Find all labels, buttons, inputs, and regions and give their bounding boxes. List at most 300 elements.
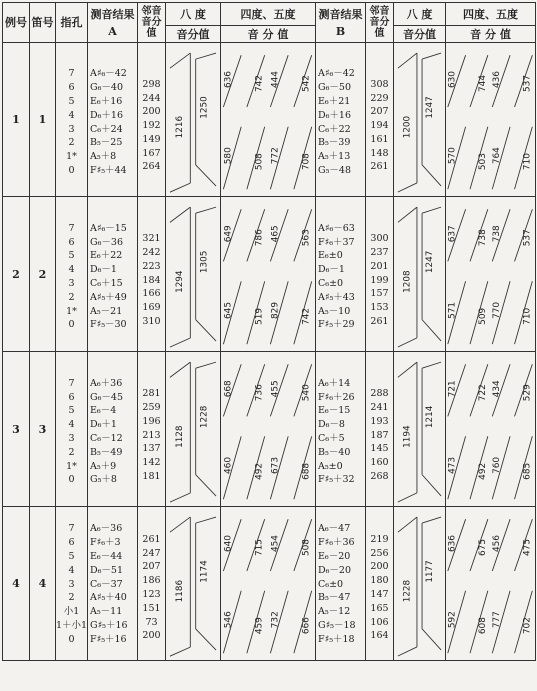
pipe-number-value: 1 bbox=[38, 113, 47, 126]
fourth-a bbox=[221, 352, 316, 507]
bracket-line bbox=[196, 320, 216, 341]
bracket-line bbox=[398, 493, 417, 502]
note-b-item: F♯₅＋18 bbox=[318, 633, 355, 645]
note-a-item: D₆＋1 bbox=[90, 419, 117, 431]
cent-a-item: 244 bbox=[142, 92, 161, 104]
result-b bbox=[316, 352, 366, 507]
cent-a bbox=[138, 219, 165, 329]
header-result-a bbox=[88, 3, 138, 43]
fourth-value-bottom: 710 bbox=[522, 308, 533, 326]
table-row bbox=[3, 43, 536, 197]
bracket-line bbox=[422, 362, 441, 368]
cent-a-item: 200 bbox=[142, 630, 161, 642]
finger-holes bbox=[56, 43, 88, 197]
cent-b-item: 180 bbox=[370, 575, 389, 587]
fourth-value-bottom: 592 bbox=[447, 611, 458, 629]
note-b-item: F♯₆＋37 bbox=[318, 236, 355, 248]
cent-b-item: 268 bbox=[370, 470, 389, 482]
bracket-line bbox=[196, 165, 216, 186]
finger-hole-item: 6 bbox=[68, 236, 75, 248]
note-b-item: C₆±0 bbox=[318, 578, 344, 590]
bracket-line bbox=[196, 475, 216, 496]
pipe-number-value: 4 bbox=[38, 577, 47, 590]
octave-a bbox=[166, 197, 221, 352]
fourth-value-bottom: 770 bbox=[492, 302, 503, 320]
cent-a-item: 192 bbox=[142, 120, 161, 132]
cent-a-item: 137 bbox=[142, 443, 161, 455]
example-number-value: 1 bbox=[12, 113, 20, 126]
fourth-value-bottom: 702 bbox=[522, 617, 533, 635]
note-b bbox=[318, 520, 365, 646]
result-a bbox=[88, 197, 138, 352]
example-number-value: 3 bbox=[12, 422, 20, 436]
finger-hole bbox=[56, 520, 87, 646]
cent-a-item: 223 bbox=[142, 260, 161, 272]
note-b-item: C₆＋22 bbox=[318, 123, 351, 135]
octave-value-2: 1174 bbox=[199, 560, 210, 583]
note-b-item: B₅－40 bbox=[318, 446, 351, 458]
fourth-value-top: 537 bbox=[522, 75, 533, 93]
cent-b-item: 145 bbox=[370, 443, 389, 455]
octave-value-2: 1247 bbox=[425, 250, 436, 274]
cent-b-item: 148 bbox=[370, 147, 389, 159]
finger-hole-item: 3 bbox=[68, 278, 75, 289]
finger-hole-item: 0 bbox=[68, 319, 75, 331]
fourth-value-bottom: 519 bbox=[254, 308, 265, 326]
bracket-line bbox=[422, 629, 441, 650]
note-a-item: B₅－25 bbox=[90, 137, 123, 149]
note-b-item: G♯₅－18 bbox=[318, 619, 356, 631]
fourth-value-bottom: 685 bbox=[522, 463, 533, 481]
fourth-value-top: 508 bbox=[301, 539, 312, 557]
fourth-value-bottom: 473 bbox=[447, 457, 458, 475]
note-b-item: A₆＋14 bbox=[318, 377, 351, 389]
cent-a-item: 261 bbox=[142, 533, 161, 545]
bracket-line bbox=[170, 183, 190, 192]
cent-a bbox=[138, 65, 165, 175]
note-a-item: A♯₆－15 bbox=[90, 222, 127, 234]
note-a-item: C₆＋15 bbox=[90, 278, 123, 289]
header-pipe-no: 笛号 bbox=[30, 3, 56, 43]
bracket-line bbox=[398, 362, 417, 377]
cent-a-item: 281 bbox=[142, 388, 161, 400]
cent-b-item: 207 bbox=[370, 106, 389, 118]
cent-a-item: 167 bbox=[142, 147, 161, 159]
finger-hole-item: 4 bbox=[68, 264, 75, 276]
fourth-value-bottom: 460 bbox=[223, 457, 234, 475]
note-a-item: D₆＋16 bbox=[90, 109, 124, 121]
fourth-value-top: 742 bbox=[254, 75, 265, 93]
fourth-b bbox=[446, 507, 536, 661]
header-result-b bbox=[316, 3, 366, 43]
finger-hole-item: 2 bbox=[68, 592, 75, 604]
cent-b-item: 165 bbox=[370, 602, 389, 614]
note-b-item: A₅－10 bbox=[318, 305, 351, 317]
note-b-item: C₆＋5 bbox=[318, 433, 345, 444]
note-a-item: A₅－21 bbox=[90, 305, 123, 317]
note-a-item: G₆－36 bbox=[90, 236, 123, 248]
cent-a-item: 200 bbox=[142, 106, 161, 118]
octave-value-2: 1177 bbox=[425, 560, 436, 583]
fourth-value-top: 542 bbox=[301, 75, 312, 93]
result-b bbox=[316, 43, 366, 197]
header-cents-a-line1: 邻音 bbox=[141, 6, 162, 17]
header-result-b-line1: 测音结果 bbox=[318, 7, 363, 21]
header-example-no: 例号 bbox=[3, 3, 30, 43]
header-octave-a: 八 度 bbox=[166, 3, 221, 26]
fourth-fifth-diagram bbox=[446, 43, 535, 195]
octave-diagram bbox=[394, 198, 445, 350]
header-cents-b-line3: 值 bbox=[374, 28, 385, 39]
cent-b-item: 147 bbox=[370, 589, 389, 600]
bracket-line bbox=[398, 183, 417, 192]
fourth-value-top: 444 bbox=[270, 71, 281, 89]
fourth-fifth-diagram bbox=[446, 197, 535, 350]
bracket-line bbox=[422, 475, 441, 496]
cent-a bbox=[138, 524, 165, 643]
fourth-value-bottom: 546 bbox=[223, 611, 234, 629]
header-octave-b: 八 度 bbox=[394, 3, 446, 26]
note-a-item: F♯₅＋16 bbox=[90, 633, 127, 645]
bracket-line bbox=[170, 53, 190, 68]
fourth-value-bottom: 764 bbox=[492, 147, 503, 165]
cent-b-item: 193 bbox=[370, 415, 389, 427]
cent-b-item: 219 bbox=[370, 533, 389, 545]
cent-b-item: 106 bbox=[370, 616, 389, 628]
bracket-line bbox=[398, 647, 417, 656]
finger-hole-item: 5 bbox=[68, 551, 75, 562]
fourth-value-top: 636 bbox=[223, 71, 234, 89]
note-b-item: A♯₆－63 bbox=[318, 222, 355, 234]
fourth-value-top: 744 bbox=[477, 75, 488, 93]
example-number-value: 2 bbox=[12, 267, 20, 281]
note-a-item: G₆－40 bbox=[90, 82, 123, 94]
note-b bbox=[318, 371, 365, 487]
cent-b bbox=[366, 374, 393, 484]
header-octave-a-sub: 音分值 bbox=[166, 26, 221, 43]
bracket-line bbox=[422, 165, 441, 186]
finger-hole-item: 5 bbox=[68, 405, 75, 417]
note-b-item: D₆－8 bbox=[318, 419, 345, 431]
note-b-item: A♯₅＋43 bbox=[318, 291, 355, 303]
note-b-item: A₆－47 bbox=[318, 523, 351, 535]
cent-b-item: 161 bbox=[370, 133, 389, 145]
fourth-value-bottom: 459 bbox=[254, 617, 265, 635]
note-a-item: F♯₅＋44 bbox=[90, 164, 127, 176]
octave-diagram bbox=[166, 198, 220, 350]
fourth-value-bottom: 666 bbox=[301, 617, 312, 635]
note-a-item: A₅－11 bbox=[90, 606, 123, 618]
cent-b-item: 308 bbox=[370, 78, 389, 90]
header-octave-b-sub: 音分值 bbox=[394, 26, 446, 43]
fourth-value-top: 537 bbox=[522, 229, 533, 247]
note-b-item: F♯₆＋26 bbox=[318, 391, 355, 403]
header-result-b-line2: B bbox=[335, 24, 346, 38]
note-a-item: B₅－49 bbox=[90, 446, 123, 458]
cent-b bbox=[366, 65, 393, 175]
header-result-a-line2: A bbox=[108, 24, 117, 38]
cent-b-item: 164 bbox=[370, 630, 389, 642]
finger-hole-item: 5 bbox=[68, 95, 75, 107]
fourth-value-bottom: 742 bbox=[301, 308, 312, 326]
finger-hole-item: 1＋小1 bbox=[56, 619, 88, 631]
note-b-item: B₅－39 bbox=[318, 137, 351, 149]
octave-diagram bbox=[394, 508, 445, 659]
bracket-line bbox=[196, 207, 216, 213]
fourth-value-bottom: 571 bbox=[447, 302, 458, 320]
pipe-number bbox=[30, 507, 56, 661]
fourth-value-bottom: 829 bbox=[270, 302, 281, 320]
fourth-value-bottom: 710 bbox=[522, 153, 533, 171]
example-number bbox=[3, 197, 30, 352]
note-a-item: G₆－45 bbox=[90, 391, 123, 403]
finger-hole bbox=[56, 371, 87, 487]
finger-hole-item: 1* bbox=[66, 305, 77, 317]
octave-b bbox=[394, 43, 446, 197]
note-b-item: E₆±0 bbox=[318, 250, 343, 262]
finger-hole-item: 1* bbox=[66, 460, 77, 472]
fourth-value-bottom: 732 bbox=[270, 611, 281, 629]
note-a-item: C₆－12 bbox=[90, 433, 123, 444]
octave-a bbox=[166, 352, 221, 507]
cents-b bbox=[366, 352, 394, 507]
cent-b-item: 153 bbox=[370, 302, 389, 314]
note-b-item: F♯₅＋32 bbox=[318, 474, 355, 486]
fourth-value-bottom: 673 bbox=[270, 457, 281, 475]
cent-a-item: 181 bbox=[142, 470, 161, 482]
note-a-item: C₆－37 bbox=[90, 578, 123, 590]
header-finger-hole: 指孔 bbox=[56, 3, 88, 43]
header-fourth-a-sub: 音 分 值 bbox=[221, 26, 316, 43]
bracket-line bbox=[170, 207, 190, 222]
cent-b-item: 237 bbox=[370, 247, 389, 258]
example-number bbox=[3, 43, 30, 197]
table-row bbox=[3, 197, 536, 352]
note-a-item: A₆－36 bbox=[90, 523, 123, 535]
finger-hole-item: 5 bbox=[68, 250, 75, 262]
fourth-value-bottom: 580 bbox=[223, 147, 234, 165]
header-cents-a-line3: 值 bbox=[146, 28, 157, 39]
fourth-value-bottom: 688 bbox=[301, 463, 312, 481]
note-b-item: C₆±0 bbox=[318, 278, 344, 289]
finger-hole-item: 7 bbox=[68, 222, 75, 234]
bracket-line bbox=[196, 362, 216, 368]
note-a-item: A♯₆－42 bbox=[90, 68, 127, 80]
cent-b bbox=[366, 524, 393, 643]
pipe-number bbox=[30, 197, 56, 352]
cent-a-item: 242 bbox=[142, 247, 161, 258]
finger-hole-item: 3 bbox=[68, 433, 75, 444]
note-b-item: A₅±0 bbox=[318, 460, 343, 472]
cent-a-item: 207 bbox=[142, 561, 161, 573]
fourth-fifth-diagram bbox=[221, 197, 315, 350]
note-a-item: A₆＋36 bbox=[90, 377, 123, 389]
bracket-line bbox=[422, 517, 441, 523]
note-b bbox=[318, 61, 365, 177]
octave-value-2: 1250 bbox=[199, 96, 210, 119]
fourth-value-top: 736 bbox=[254, 384, 265, 402]
cent-b-item: 157 bbox=[370, 288, 389, 300]
table-row bbox=[3, 507, 536, 661]
fourth-value-bottom: 503 bbox=[477, 153, 488, 171]
note-b-item: D₆－20 bbox=[318, 564, 352, 576]
fourth-a bbox=[221, 43, 316, 197]
note-a-item: A♯₅＋40 bbox=[90, 592, 127, 604]
fourth-fifth-diagram bbox=[446, 352, 535, 505]
note-a bbox=[90, 371, 137, 487]
fourth-value-top: 640 bbox=[223, 535, 234, 553]
result-a bbox=[88, 507, 138, 661]
fourth-value-bottom: 492 bbox=[477, 463, 488, 481]
finger-hole-item: 2 bbox=[68, 446, 75, 458]
octave-diagram bbox=[166, 44, 220, 195]
finger-hole-item: 7 bbox=[68, 68, 75, 80]
bracket-line bbox=[196, 53, 216, 59]
cents-a bbox=[138, 352, 166, 507]
fourth-value-top: 715 bbox=[254, 539, 265, 557]
octave-value-2: 1228 bbox=[199, 405, 210, 429]
finger-holes bbox=[56, 197, 88, 352]
fourth-value-top: 465 bbox=[270, 225, 281, 243]
fourth-value-top: 738 bbox=[477, 229, 488, 247]
bracket-line bbox=[170, 338, 190, 347]
octave-b bbox=[394, 197, 446, 352]
finger-hole-item: 7 bbox=[68, 377, 75, 389]
note-b bbox=[318, 216, 365, 332]
cent-a-item: 184 bbox=[142, 274, 161, 286]
result-b bbox=[316, 507, 366, 661]
fourth-fifth-diagram bbox=[221, 507, 315, 659]
note-a-item: A♯₅＋49 bbox=[90, 291, 127, 303]
finger-hole-item: 0 bbox=[68, 474, 75, 486]
result-b bbox=[316, 197, 366, 352]
cent-a-item: 151 bbox=[142, 602, 161, 614]
note-a-item: G₅＋8 bbox=[90, 474, 117, 486]
note-b-item: D₆＋16 bbox=[318, 109, 352, 121]
note-b-item: G₆－50 bbox=[318, 82, 351, 94]
cent-a-item: 142 bbox=[142, 457, 161, 469]
fourth-value-top: 454 bbox=[270, 535, 281, 553]
finger-hole-item: 4 bbox=[68, 109, 75, 121]
fourth-value-bottom: 777 bbox=[492, 611, 503, 629]
pipe-number-value: 3 bbox=[38, 422, 47, 436]
cent-b-item: 187 bbox=[370, 429, 389, 441]
cent-a-item: 166 bbox=[142, 288, 161, 300]
header-fourth-a: 四度、五度 bbox=[221, 3, 316, 26]
example-number bbox=[3, 352, 30, 507]
bracket-line bbox=[398, 338, 417, 347]
bracket-line bbox=[170, 517, 190, 532]
finger-hole bbox=[56, 61, 87, 177]
bracket-line bbox=[170, 647, 190, 656]
finger-hole-item: 6 bbox=[68, 391, 75, 403]
bracket-line bbox=[196, 629, 216, 650]
fourth-value-top: 668 bbox=[223, 380, 234, 398]
cent-b-item: 261 bbox=[370, 315, 389, 327]
result-a bbox=[88, 352, 138, 507]
note-b-item: F♯₆＋36 bbox=[318, 537, 355, 549]
finger-hole-item: 4 bbox=[68, 419, 75, 431]
finger-hole-item: 小1 bbox=[63, 606, 80, 618]
octave-a bbox=[166, 43, 221, 197]
note-a bbox=[90, 520, 137, 646]
octave-b bbox=[394, 507, 446, 661]
finger-hole-item: 0 bbox=[68, 633, 75, 645]
fourth-value-top: 649 bbox=[223, 225, 234, 243]
fourth-value-top: 434 bbox=[492, 380, 503, 398]
fourth-value-top: 675 bbox=[477, 539, 488, 557]
cent-a-item: 73 bbox=[145, 616, 158, 628]
note-b-item: D₆－1 bbox=[318, 264, 345, 276]
cents-a bbox=[138, 507, 166, 661]
fourth-fifth-diagram bbox=[221, 43, 315, 195]
finger-holes bbox=[56, 352, 88, 507]
note-b-item: A₅－12 bbox=[318, 606, 351, 618]
cent-a-item: 169 bbox=[142, 302, 161, 314]
octave-value-1: 1194 bbox=[402, 425, 413, 448]
finger-hole bbox=[56, 216, 87, 332]
bracket-line bbox=[422, 320, 441, 341]
cent-a-item: 247 bbox=[142, 547, 161, 559]
bracket-line bbox=[196, 517, 216, 523]
note-a bbox=[90, 216, 137, 332]
cent-a-item: 298 bbox=[142, 78, 161, 90]
header-cents-a-line2: 音分 bbox=[141, 17, 162, 28]
fourth-value-top: 786 bbox=[254, 229, 265, 247]
finger-hole-item: 1* bbox=[66, 151, 77, 163]
pipe-number bbox=[30, 352, 56, 507]
note-b-item: E₆－15 bbox=[318, 405, 351, 417]
cent-b bbox=[366, 219, 393, 329]
fourth-value-bottom: 608 bbox=[477, 617, 488, 635]
note-a-item: E₆＋16 bbox=[90, 95, 123, 107]
example-number-value: 4 bbox=[12, 577, 20, 590]
cent-b-item: 300 bbox=[370, 233, 389, 245]
note-a-item: G♯₅＋16 bbox=[90, 619, 128, 631]
fourth-value-bottom: 708 bbox=[301, 153, 312, 171]
fourth-fifth-diagram bbox=[221, 352, 315, 505]
bracket-line bbox=[170, 362, 190, 377]
fourth-value-top: 721 bbox=[447, 380, 458, 398]
cents-b bbox=[366, 507, 394, 661]
bracket-line bbox=[170, 493, 190, 502]
cent-b-item: 229 bbox=[370, 92, 389, 104]
finger-hole-item: 3 bbox=[68, 578, 75, 590]
cents-a bbox=[138, 197, 166, 352]
octave-b bbox=[394, 352, 446, 507]
cent-a-item: 196 bbox=[142, 415, 161, 427]
bracket-line bbox=[398, 517, 417, 532]
cent-a-item: 264 bbox=[142, 161, 161, 173]
cents-b bbox=[366, 197, 394, 352]
cent-b-item: 261 bbox=[370, 161, 389, 173]
bracket-line bbox=[398, 53, 417, 68]
cent-b-item: 201 bbox=[370, 260, 389, 272]
note-a-item: D₆－1 bbox=[90, 264, 117, 276]
fourth-value-top: 456 bbox=[492, 535, 503, 553]
octave-value-1: 1216 bbox=[175, 115, 186, 139]
octave-value-1: 1294 bbox=[175, 270, 186, 293]
note-a-item: D₆－51 bbox=[90, 564, 124, 576]
octave-diagram bbox=[394, 44, 445, 195]
note-a-item: E₆－44 bbox=[90, 551, 123, 562]
note-a-item: E₆＋22 bbox=[90, 250, 123, 262]
note-a-item: E₆－4 bbox=[90, 405, 117, 417]
cent-a bbox=[138, 374, 165, 484]
octave-value-1: 1128 bbox=[175, 425, 186, 448]
octave-diagram bbox=[166, 508, 220, 659]
octave-value-2: 1305 bbox=[199, 250, 210, 274]
